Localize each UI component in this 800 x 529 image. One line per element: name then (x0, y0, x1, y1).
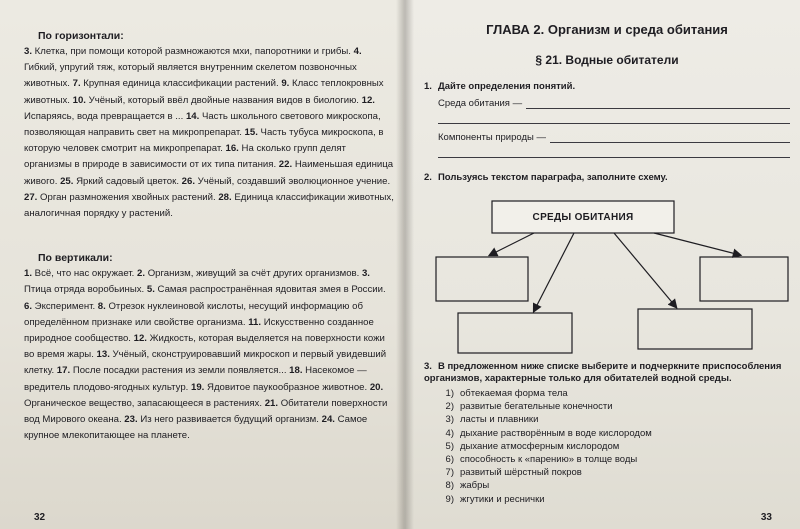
across-clue-text: Наименьшая единица живого. (24, 159, 394, 187)
adaptation-item[interactable] (438, 466, 790, 479)
down-clue-number: 6. (24, 300, 35, 312)
adaptation-item[interactable] (438, 479, 790, 492)
down-clue-text: Отрезок нуклеиновой кислоты, несущий информацию об определённом признаке или свойстве организма. (24, 300, 363, 328)
across-clue-number: 4. (353, 46, 362, 57)
down-clue-text: Самая распространённая ядовитая змея в России. (157, 284, 386, 296)
across-clue-number: 7. (72, 78, 84, 90)
across-clue-number: 26. (181, 175, 198, 187)
across-clue (182, 176, 390, 187)
across-clue-text: Учёный, создавший эволюционное учение. (197, 175, 391, 187)
down-clue-text: Эксперимент. (34, 300, 98, 312)
down-clue (124, 414, 321, 425)
adaptation-item-number: 3) (445, 414, 454, 426)
down-clue-number: 8. (97, 300, 109, 312)
field-habitat-answer-line-2[interactable] (438, 109, 790, 124)
habitat-diagram (424, 189, 790, 357)
adaptation-item-text: дыхание атмосферным кислородом (460, 440, 620, 452)
down-clue-number: 18. (289, 365, 306, 377)
adaptation-item[interactable] (438, 400, 790, 413)
across-clue (24, 192, 218, 203)
across-clue-number: 25. (60, 175, 77, 187)
diagram-box-right[interactable] (700, 257, 788, 301)
down-clue-text: После посадки растения из земли появляется... (72, 365, 290, 377)
down-clue-number: 20. (369, 381, 384, 393)
diagram-arrow-bottom-right (614, 233, 676, 307)
down-clue-text: Учёный, сконструировавший микроскоп и первый увидевший клетку. (24, 349, 387, 377)
down-clue-number: 1. (24, 268, 35, 280)
task-3-title (424, 361, 790, 385)
down-clue (24, 268, 137, 279)
down-clue-number: 19. (191, 381, 208, 393)
across-clue-number: 9. (281, 78, 292, 90)
section-title: § 21. Водные обитатели (535, 53, 679, 67)
diagram-box-bottom-right[interactable] (638, 309, 752, 349)
task-2 (424, 172, 790, 357)
down-clue (191, 382, 370, 393)
down-clue-text: Насекомое — вредитель плодово-ягодных культур. (24, 365, 367, 393)
diagram-arrow-left (490, 233, 534, 255)
across-clues (24, 44, 394, 222)
task-2-text: Пользуясь текстом параграфа, заполните схему. (437, 172, 668, 183)
task-3-number: 3. (424, 361, 432, 372)
task-3-text: В предложенном ниже списке выберите и подчеркните приспособления организмов, характерные только для обитателей водной среды. (424, 361, 782, 384)
down-clue-text: Птица отряда воробьиных. (24, 284, 147, 296)
across-clue-text: На сколько групп делят организмы в природе в зависимости от их типа питания. (24, 143, 346, 171)
adaptation-item-number: 9) (445, 493, 454, 505)
across-clue-number: 27. (24, 191, 41, 203)
across-clue-text: Часть школьного светового микроскопа, позволяющая направить свет на микропрепарат. (24, 110, 381, 139)
adaptation-item-number: 4) (445, 427, 454, 439)
down-clue-text: Ядовитое паукообразное животное. (207, 381, 370, 393)
across-clue (73, 95, 362, 106)
across-clue-text: Гибкий, упругий тяж, который является внутренним скелетом позвоночных животных. (24, 62, 357, 90)
adaptation-item[interactable] (438, 427, 790, 440)
down-clue-number: 13. (96, 349, 113, 361)
adaptation-item[interactable] (438, 413, 790, 426)
adaptation-item-text: дыхание растворённым в воде кислородом (460, 427, 652, 439)
across-clue-number: 14. (185, 110, 202, 122)
adaptation-item-number: 1) (445, 388, 454, 399)
across-clue (73, 78, 282, 89)
adaptation-item[interactable] (438, 493, 790, 506)
field-habitat-label: Среда обитания — (438, 98, 523, 109)
field-nature-answer-line[interactable] (550, 132, 790, 143)
down-clue-number: 17. (56, 365, 73, 377)
down-clue-text: Из него развивается будущий организм. (140, 414, 322, 426)
down-clue (24, 301, 98, 312)
across-clue-text: Клетка, при помощи которой размножаются мхи, папоротники и грибы. (34, 46, 354, 57)
down-clue (137, 268, 362, 279)
adaptation-item-text: развитые бегательные конечности (460, 401, 613, 413)
across-clue-text: Испаряясь, вода превращается в ... (24, 110, 186, 122)
diagram-arrow-bottom-left (534, 233, 574, 311)
page-number-left: 32 (34, 512, 46, 523)
across-clue-number: 3. (24, 46, 35, 57)
book-gutter (396, 0, 414, 529)
down-clue-number: 3. (361, 268, 370, 280)
across-clue-number: 10. (72, 94, 89, 106)
adaptation-item-number: 6) (445, 454, 454, 466)
right-page (404, 0, 800, 529)
down-clue-number: 24. (321, 414, 338, 426)
task-2-title (424, 172, 790, 183)
adaptation-item-text: развитый шёрстный покров (460, 467, 582, 479)
down-clue-number: 23. (124, 414, 141, 426)
field-habitat-answer-line[interactable] (526, 98, 790, 109)
across-clue-text: Орган размножения хвойных растений. (40, 191, 219, 203)
across-clue (24, 46, 354, 57)
across-clue-number: 28. (218, 191, 235, 203)
adaptation-item-number: 2) (445, 401, 454, 413)
task-3 (424, 361, 790, 506)
diagram-center-label: СРЕДЫ ОБИТАНИЯ (532, 212, 634, 223)
task-2-number: 2. (424, 172, 432, 183)
across-clue-number: 12. (361, 94, 375, 106)
adaptation-item[interactable] (438, 387, 790, 400)
adaptation-item[interactable] (438, 440, 790, 453)
across-clue-text: Класс теплокровных животных. (24, 78, 384, 106)
task-1 (424, 81, 790, 158)
down-clue-text: Всё, что нас окружает. (34, 268, 138, 280)
adaptation-item-number: 5) (445, 440, 454, 452)
adaptation-item-number: 7) (445, 467, 454, 479)
down-clue-number: 12. (133, 333, 150, 345)
adaptation-item-number: 8) (445, 480, 454, 492)
across-clue-text: Часть тубуса микроскопа, в которую человек смотрит на микропрепарат. (24, 127, 384, 155)
across-clue-text: Учёный, который ввёл двойные названия видов в биологию. (88, 94, 362, 106)
down-clue-text: Организм, живущий за счёт других организмов. (147, 268, 362, 280)
field-nature-components (438, 132, 790, 143)
down-clue (147, 284, 386, 295)
across-heading: По горизонтали: (38, 30, 124, 42)
diagram-box-left[interactable] (436, 257, 528, 301)
down-clue-text: Самое крупное млекопитающее на планете. (24, 414, 368, 442)
adaptation-item-text: жгутики и реснички (460, 493, 545, 505)
across-clue-number: 22. (278, 159, 295, 171)
down-clue (57, 365, 289, 376)
adaptation-item[interactable] (438, 453, 790, 466)
down-clue-number: 2. (137, 268, 148, 280)
task-1-number: 1. (424, 81, 432, 92)
down-clue-number: 21. (264, 397, 281, 409)
diagram-box-bottom-left[interactable] (458, 313, 572, 353)
diagram-arrow-right (654, 233, 740, 255)
down-heading: По вертикали: (38, 252, 113, 265)
field-nature-answer-line-2[interactable] (438, 143, 790, 158)
adaptations-list (438, 387, 790, 506)
down-clue-text: Органическое вещество, запасающееся в растениях. (24, 397, 265, 409)
task-1-text: Дайте определения понятий. (437, 81, 576, 92)
down-clue-number: 11. (248, 316, 264, 328)
down-clue-text: Обитатели поверхности вод Мирового океана. (24, 397, 388, 426)
down-clue-number: 5. (146, 284, 158, 296)
down-clue-text: Жидкость, которая выделяется на поверхности кожи во время жары. (24, 333, 385, 361)
across-clue-text: Яркий садовый цветок. (76, 175, 182, 187)
across-clue-number: 15. (244, 127, 261, 139)
adaptation-item-text: ласты и плавники (460, 414, 539, 426)
adaptation-item-text: способность к «парению» в толще воды (460, 454, 638, 466)
down-clue-text: Искусственно созданное природное сообщество. (24, 316, 374, 345)
adaptation-item-text: жабры (460, 480, 490, 492)
down-clues (24, 266, 394, 444)
across-clue-text: Единица классификации животных, аналогичная порядку у растений. (24, 191, 394, 220)
field-nature-label: Компоненты природы — (438, 132, 546, 143)
across-clue-number: 16. (225, 143, 242, 155)
page-number-right: 33 (760, 512, 772, 523)
field-habitat (438, 98, 790, 109)
across-clue (60, 176, 182, 187)
across-clue-text: Крупная единица классификации растений. (83, 78, 282, 90)
chapter-title: ГЛАВА 2. Организм и среда обитания (486, 22, 728, 37)
adaptation-item-text: обтекаемая форма тела (460, 388, 568, 399)
task-1-title (424, 81, 790, 92)
